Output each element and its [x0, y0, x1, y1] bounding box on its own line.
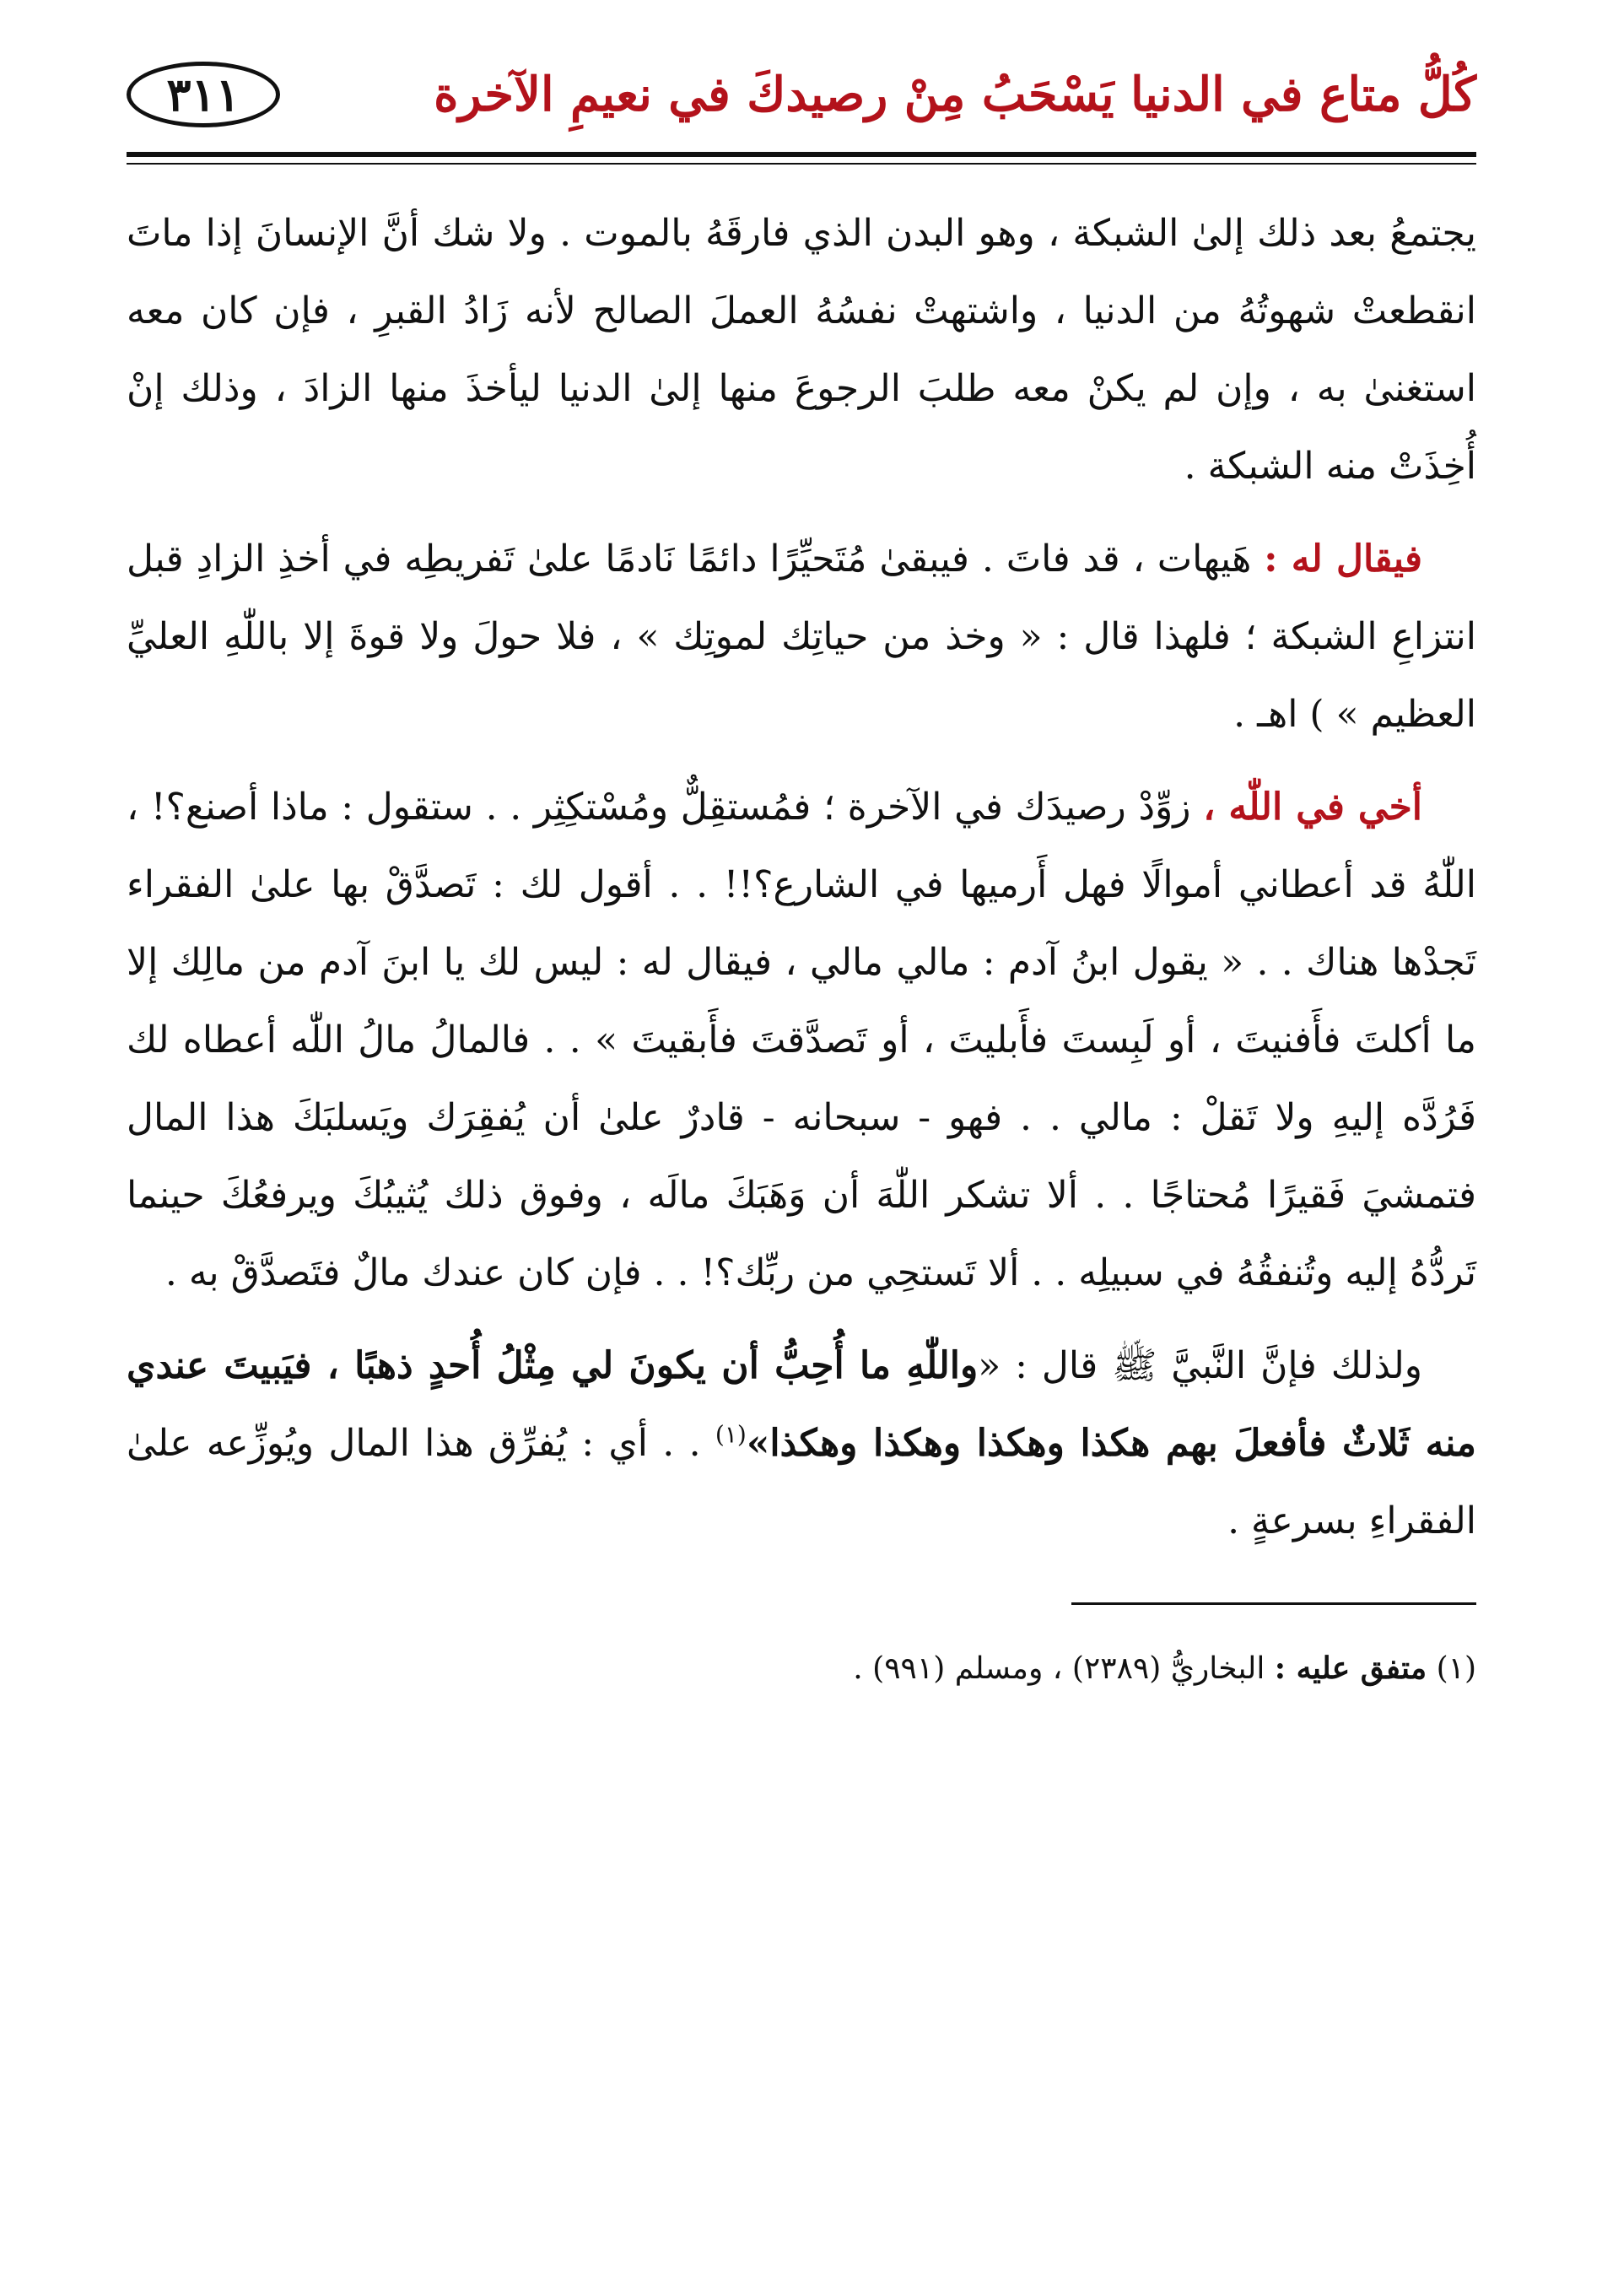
book-page: [127, 51, 1476, 2245]
header-rule-thin: [127, 163, 1476, 165]
paragraph-4: [127, 1327, 1476, 1560]
paragraph-1: [127, 195, 1476, 505]
paragraph-2-text: هَيهات ، قد فاتَ . فيبقىٰ مُتَحيِّرًا دائمًا نَادمًا علىٰ تَفريطِه في أخذِ الزادِ قبل انتزاعِ الشبكة ؛ فلهذا قال : « وخذ من حياتِك لموتِك » ، فلا حولَ ولا قوةَ إلا باللّٰهِ العليِّ العظيم » ) اهـ .: [127, 538, 1476, 736]
page-header: [127, 51, 1476, 138]
running-title: كُلُّ متاع في الدنيا يَسْحَبُ مِنْ رصيدكَ في نعيمِ الآخرة: [434, 67, 1476, 122]
footnote-number: (١): [1436, 1651, 1476, 1686]
paragraph-3: [127, 769, 1476, 1312]
paragraph-2-lead: فيقال له :: [1264, 538, 1422, 581]
hadith-quote: واللّٰهِ ما أُحِبُّ أن يكونَ لي مِثْلُ أُحدٍ ذهبًا ، فيَبيتَ عندي منه ثَلاثٌ فأفعلَ بهم هكذا وهكذا وهكذا وهكذا: [127, 1344, 1477, 1465]
page-number: ٣١١: [127, 62, 280, 127]
paragraph-3-text: زوِّدْ رصيدَك في الآخرة ؛ فمُستقِلٌّ ومُسْتكِثِر . . ستقول : ماذا أصنع؟! ، اللّٰهُ قد أعطاني أموالًا فهل أَرميها في الشارع؟!! . . أقول لك : تَصدَّقْ بها علىٰ الفقراء تَجدْها هناك . . « يقول ابنُ آدم : مالي مالي ، فيقال له : ليس لك يا ابنَ آدم من مالِك إلا ما أكلتَ فأَفنيتَ ، أو لَبِستَ فأَبليتَ ، أو تَصدَّقتَ فأَبقيتَ » . . فالمالُ مالُ اللّٰه أعطاه لك فَرُدَّه إليهِ ولا تَقلْ : مالي . . فهو - سبحانه - قادرٌ علىٰ أن يُفقِرَك ويَسلبَكَ هذا المال فتمشيَ فَقيرًا مُحتاجًا . . ألا تشكر اللّٰهَ أن وَهَبَكَ مالَه ، وفوق ذلك يُثيبُكَ ويرفعُكَ حينما تَردُّهُ إليه وتُنفقُهُ في سبيلِه . . ألا تَستحِي من ربِّك؟! . . فإن كان عندك مالٌ فتَصدَّقْ به .: [127, 786, 1476, 1294]
paragraph-1-text: يجتمعُ بعد ذلك إلىٰ الشبكة ، وهو البدن الذي فارقَهُ بالموت . ولا شك أنَّ الإنسانَ إذا ماتَ انقطعتْ شهوتُهُ من الدنيا ، واشتهتْ نفسُهُ العملَ الصالح لأنه زَادُ القبرِ ، فإن كان معه استغنىٰ به ، وإن لم يكنْ معه طلبَ الرجوعَ منها إلىٰ الدنيا ليأخذَ منها الزادَ ، وذلك إنْ أُخِذَتْ منه الشبكة .: [127, 212, 1476, 488]
paragraph-4-pre: ولذلك فإنَّ النَّبيَّ ﷺ قال : «: [978, 1344, 1422, 1387]
paragraph-4-post: . . أي : يُفرِّق هذا المال ويُوزِّعه علىٰ الفقراءِ بسرعةٍ .: [127, 1422, 1476, 1542]
footnote-text: البخاريُّ (٢٣٨٩) ، ومسلم (٩٩١) .: [853, 1651, 1275, 1686]
paragraph-3-lead: أخي في اللّٰه ،: [1203, 786, 1422, 829]
page-body: [127, 195, 1476, 1560]
footnote-head: متفق عليه :: [1274, 1650, 1427, 1686]
footnote-marker[interactable]: (١): [715, 1420, 747, 1449]
footnote-rule: [1071, 1602, 1476, 1605]
quote-close-mark: »: [746, 1422, 770, 1465]
footnote: [127, 1639, 1476, 1699]
paragraph-2: [127, 521, 1476, 754]
header-rule-thick: [127, 152, 1476, 157]
